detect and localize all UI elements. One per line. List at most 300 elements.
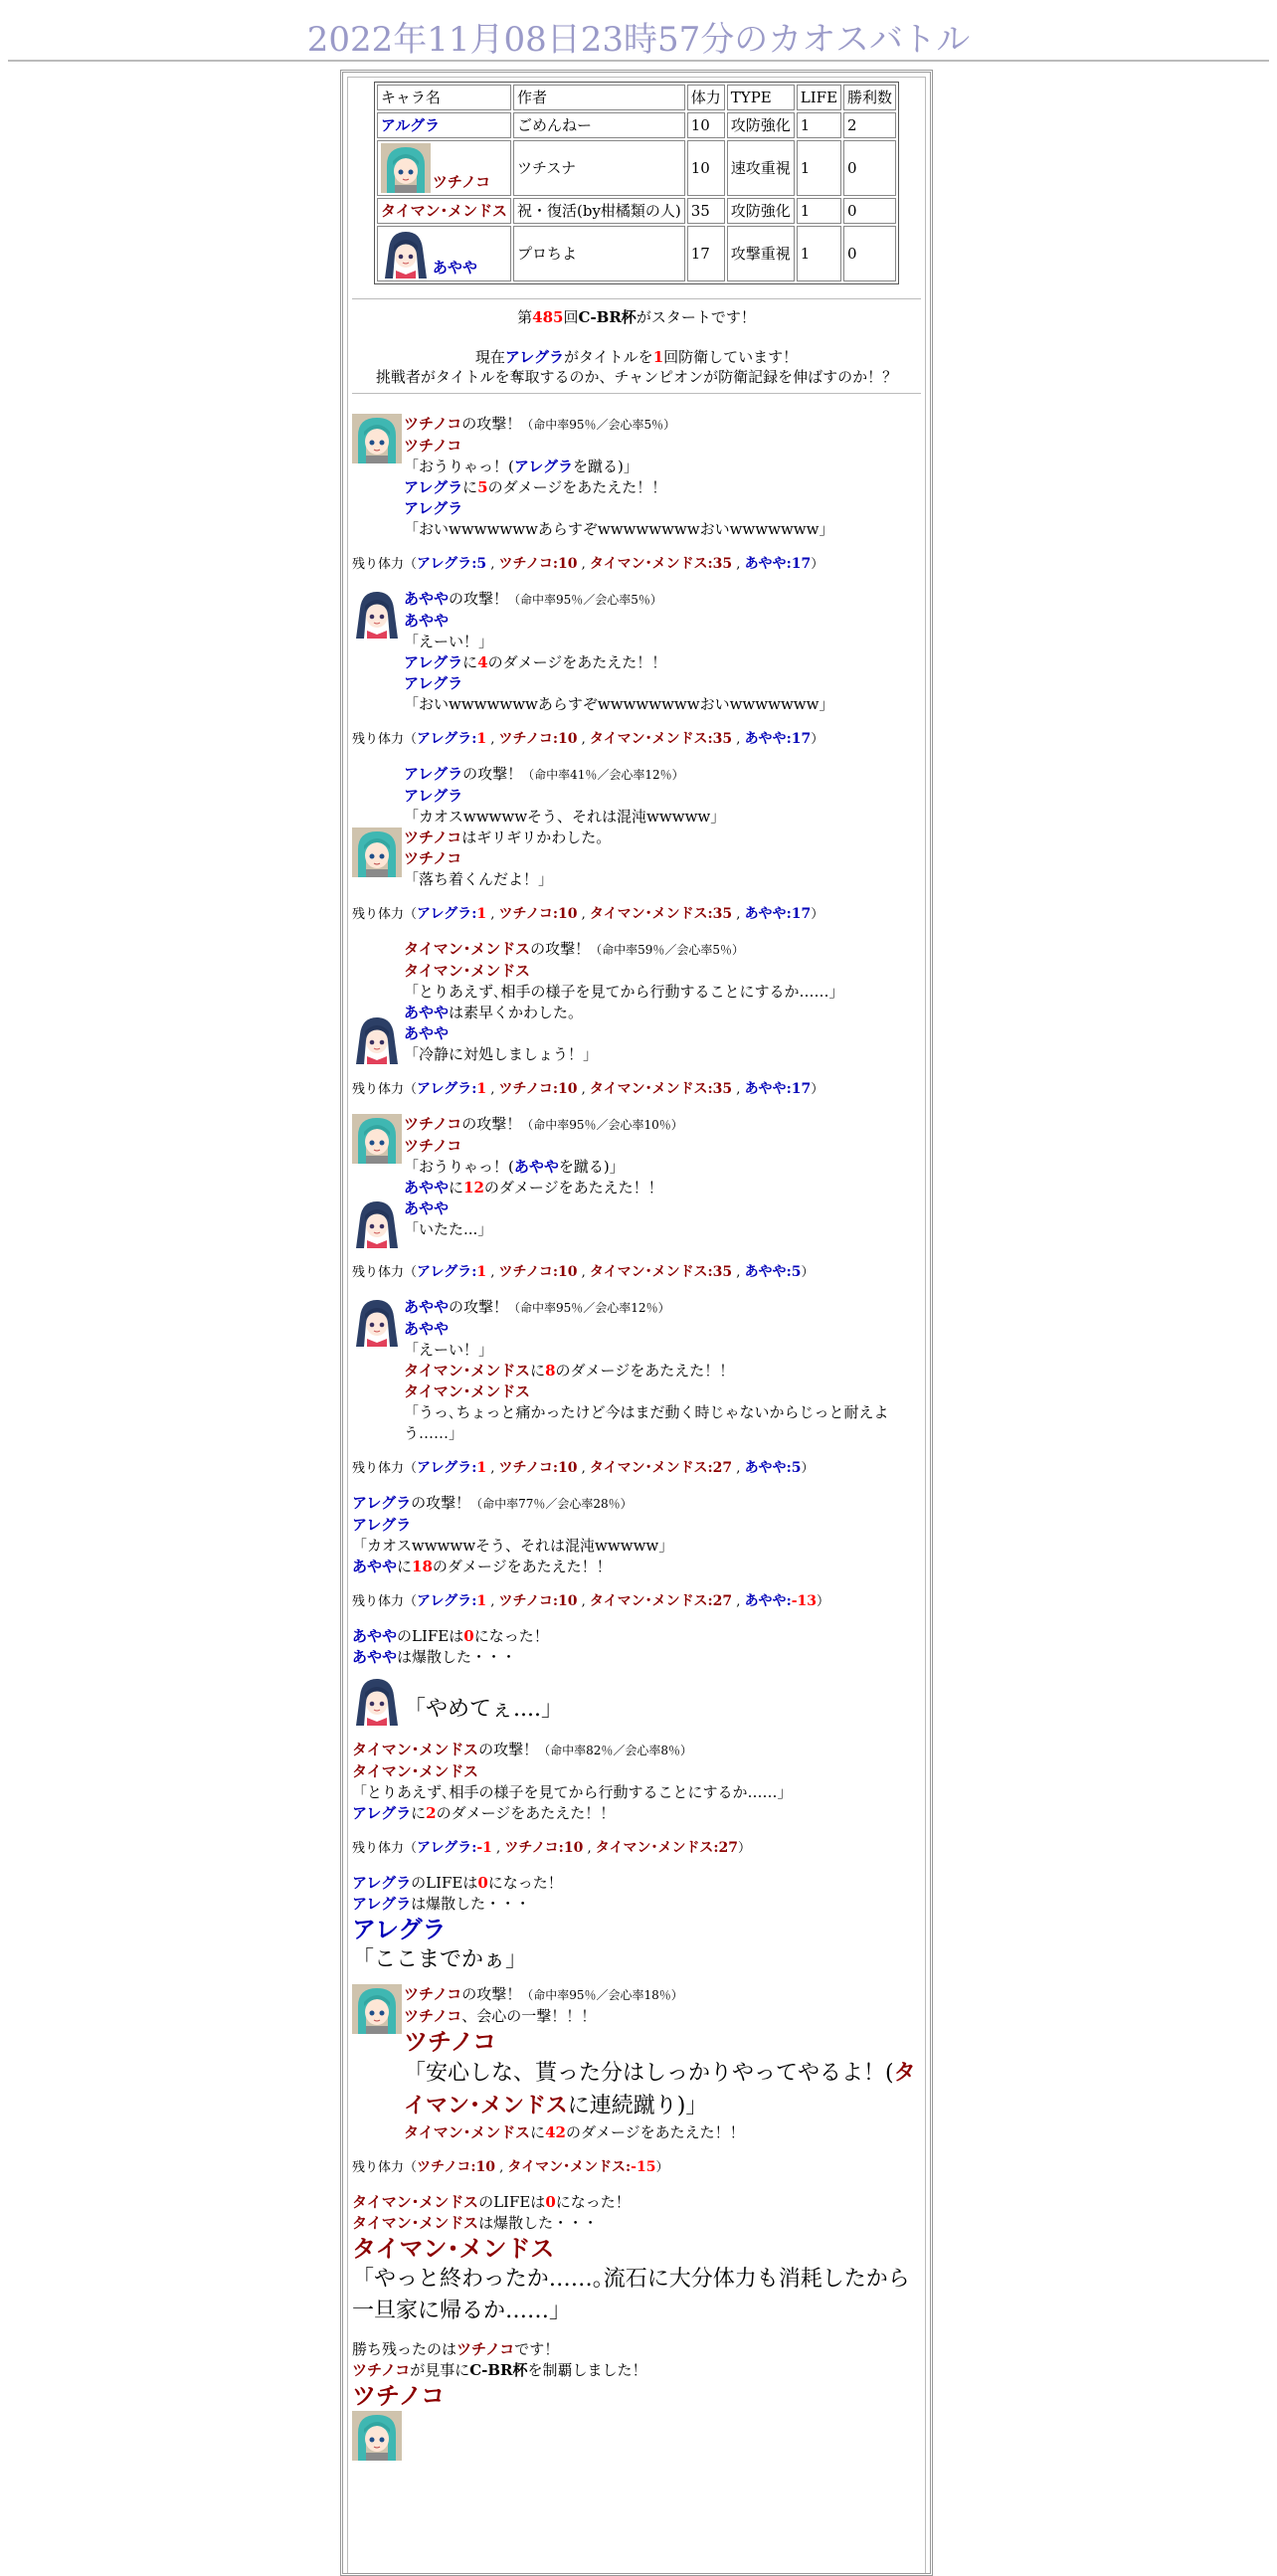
speaker-name: あやや: [404, 1199, 450, 1217]
hp-name: あやや: [744, 731, 787, 747]
roster-author: ツチスナ: [513, 140, 685, 196]
speaker-name: あやや: [404, 1320, 450, 1338]
hp-name: あやや: [744, 556, 787, 572]
final-quote: に連続蹴り)」: [567, 2094, 708, 2118]
divider: [352, 393, 921, 394]
hp-value: 10: [558, 1264, 578, 1280]
roster-wins: 0: [843, 198, 896, 224]
hp-prefix: 残り体力（: [352, 1461, 418, 1476]
remaining-hp: 残り体力（アレグラ:1 , ツチノコ:10 , タイマン･メンドス:35 , あやや:17）: [352, 906, 824, 922]
hp-value: 10: [558, 1081, 578, 1097]
log-entry: [352, 939, 921, 1003]
remaining-hp: 残り体力（アレグラ:1 , ツチノコ:10 , タイマン･メンドス:35 , あやや:17）: [352, 1081, 824, 1097]
divider: [352, 298, 921, 299]
quote: 「カオスwwwwwそう、それは混沌wwwww」: [404, 808, 726, 826]
ayaya-avatar-icon: [352, 1198, 402, 1248]
speaker-name: アレグラ: [404, 674, 463, 692]
attacker-name: アレグラ: [352, 1494, 412, 1512]
ko-text: になった！: [487, 1874, 563, 1892]
hp-suffix: ）: [801, 1265, 815, 1280]
hp-prefix: 残り体力（: [352, 1265, 418, 1280]
ayaya-avatar-icon: [352, 1676, 402, 1726]
ko-text: のLIFEは: [411, 1874, 478, 1892]
hp-name: アレグラ: [417, 1840, 472, 1856]
hp-value: 35: [712, 731, 733, 747]
quote: 「おいwwwwwwwあらすぞwwwwwwwwおいwwwwwww」: [404, 695, 834, 713]
intro-text: 回: [563, 308, 579, 326]
hp-sep: ,: [486, 1461, 499, 1476]
life-value: 0: [477, 1874, 488, 1892]
attack-label: の攻撃！: [411, 1494, 471, 1512]
quote: 「とりあえず､相手の様子を見てから行動することにするか……」: [352, 1783, 793, 1801]
damage-value: 8: [545, 1362, 556, 1380]
ko-text: のLIFEは: [397, 1627, 464, 1645]
hp-sep: ,: [577, 1265, 590, 1280]
hp-name: タイマン･メンドス: [589, 556, 708, 572]
roster-type: 攻防強化: [727, 112, 795, 138]
quote: 「えーい！」: [404, 633, 494, 650]
hp-name: アレグラ: [417, 1460, 472, 1476]
hp-value: 5: [791, 1264, 802, 1280]
hp-name: あやや: [744, 1081, 787, 1097]
speaker-name: タイマン･メンドス: [352, 2234, 555, 2263]
cup-name: C-BR杯: [578, 308, 637, 326]
hit-rate: （命中率95％／会心率10％）: [521, 1118, 683, 1132]
roster-type: 攻撃重視: [727, 226, 795, 281]
hp-value: 1: [476, 906, 487, 922]
hp-sep: ,: [495, 2160, 508, 2175]
hit-rate: （命中率95％／会心率18％）: [521, 1988, 683, 2002]
ko-name: あやや: [352, 1627, 398, 1645]
hp-sep: ,: [577, 1461, 590, 1476]
hp-value: 5: [791, 1460, 802, 1476]
hp-suffix: ）: [817, 1594, 830, 1609]
attack-label: の攻撃！: [449, 590, 509, 608]
log-entry: [352, 1003, 921, 1065]
ko-text: は爆散した・・・: [411, 1895, 531, 1913]
attacker-name: タイマン･メンドス: [404, 940, 531, 958]
hp-value: 27: [718, 1840, 738, 1856]
hp-name: ツチノコ: [498, 1460, 553, 1476]
hp-sep: ,: [732, 557, 745, 572]
hp-value: 10: [558, 906, 578, 922]
hp-sep: ,: [577, 557, 590, 572]
quote: 「とりあえず､相手の様子を見てから行動することにするか……」: [404, 983, 844, 1001]
damage-value: 5: [477, 478, 488, 496]
hp-sep: ,: [486, 732, 499, 747]
roster-life: 1: [797, 140, 841, 196]
roster-header-row: [377, 85, 896, 110]
hp-suffix: ）: [737, 1841, 751, 1856]
hp-name: タイマン･メンドス: [589, 1081, 708, 1097]
hp-sep: ,: [491, 1841, 505, 1856]
winner-text: 勝ち残ったのは: [352, 2340, 457, 2358]
hp-sep: ,: [577, 1082, 590, 1097]
ko-entry: [352, 1626, 921, 1726]
roster-name: あやや: [432, 259, 477, 276]
quote: 「カオスwwwwwそう、それは混沌wwwww」: [352, 1537, 674, 1555]
remaining-hp: 残り体力（アレグラ:5 , ツチノコ:10 , タイマン･メンドス:35 , あやや:17）: [352, 556, 824, 572]
damage-text: に: [397, 1558, 413, 1575]
table-row: [377, 198, 896, 224]
hp-name: タイマン･メンドス: [589, 906, 708, 922]
speaker-name: ツチノコ: [404, 849, 462, 867]
winner-text: を制覇しました！: [527, 2361, 647, 2379]
speaker-name: あやや: [404, 1024, 450, 1042]
target-name: ツチノコ: [404, 828, 462, 846]
hit-rate: （命中率41％／会心率12％）: [522, 768, 684, 782]
damage-value: 2: [426, 1804, 437, 1822]
roster-author: ごめんねー: [513, 112, 685, 138]
hp-value: 10: [558, 556, 578, 572]
attacker-name: タイマン･メンドス: [352, 1741, 479, 1758]
roster-author: プロちよ: [513, 226, 685, 281]
target-name: アレグラ: [352, 1804, 412, 1822]
damage-text: のダメージをあたえた！！: [487, 478, 667, 496]
life-value: 0: [545, 2193, 556, 2211]
hit-rate: （命中率95％／会心率5％）: [508, 593, 662, 607]
log-entry: [352, 1740, 921, 1824]
hp-sep: ,: [732, 1461, 745, 1476]
target-name: アレグラ: [513, 458, 573, 475]
hp-value: 17: [791, 556, 812, 572]
hp-sep: ,: [732, 1082, 745, 1097]
roster-wins: 0: [843, 226, 896, 281]
battle-intro: [352, 307, 921, 387]
hp-name: タイマン･メンドス: [507, 2159, 626, 2175]
crit-text: 、会心の一撃！！！: [461, 2007, 597, 2025]
header-author: 作者: [513, 85, 685, 110]
hp-prefix: 残り体力（: [352, 1841, 418, 1856]
header-life: LIFE: [797, 85, 841, 110]
hp-sep: ,: [486, 557, 499, 572]
hp-name: ツチノコ: [498, 556, 553, 572]
log-entry: [352, 1984, 921, 2143]
hp-value: 17: [791, 731, 812, 747]
speaker-name: タイマン･メンドス: [404, 1382, 531, 1400]
table-row: [377, 226, 896, 281]
roster-wins: 2: [843, 112, 896, 138]
damage-value: 4: [477, 653, 488, 671]
final-quote: 「安心しな、貰った分はしっかりやってやるよ！(: [404, 2061, 894, 2086]
hp-name: アレグラ: [417, 906, 472, 922]
hp-name: アレグラ: [417, 731, 472, 747]
hit-rate: （命中率82％／会心率8％）: [538, 1744, 692, 1757]
final-quote: 「やめてぇ....」: [404, 1697, 563, 1722]
hp-value: -13: [791, 1593, 818, 1609]
ko-entry: [352, 1873, 921, 1976]
roster-type: 速攻重視: [727, 140, 795, 196]
hp-sep: ,: [486, 1265, 499, 1280]
log-entry: [352, 764, 921, 828]
speaker-name: タイマン･メンドス: [404, 962, 531, 980]
hp-value: 10: [558, 731, 578, 747]
defense-count: 1: [652, 348, 664, 366]
battle-log: [352, 414, 921, 2461]
log-entry: [352, 1297, 921, 1444]
attacker-name: あやや: [404, 590, 450, 608]
champion-name: アレグラ: [504, 348, 564, 366]
attacker-name: あやや: [404, 1298, 450, 1316]
damage-text: のダメージをあたえた！！: [436, 1804, 616, 1822]
hp-suffix: ）: [801, 1461, 815, 1476]
hp-value: 17: [791, 1081, 812, 1097]
damage-text: に: [530, 2123, 546, 2141]
header-wins: 勝利数: [843, 85, 896, 110]
hp-value: 35: [712, 1081, 733, 1097]
hp-name: アレグラ: [417, 1081, 472, 1097]
ayaya-avatar-icon: [381, 229, 431, 278]
hp-name: アレグラ: [417, 1264, 472, 1280]
intro-text: 回防衛しています！: [663, 348, 799, 366]
damage-text: に: [411, 1804, 427, 1822]
hp-value: 10: [563, 1840, 584, 1856]
hp-name: ツチノコ: [498, 1593, 553, 1609]
hp-name: アレグラ: [417, 556, 472, 572]
header-name: キャラ名: [377, 85, 511, 110]
speaker-name: アレグラ: [404, 499, 463, 517]
hp-suffix: ）: [655, 2160, 669, 2175]
remaining-hp: 残り体力（アレグラ:1 , ツチノコ:10 , タイマン･メンドス:27 , あやや:-13）: [352, 1593, 830, 1609]
roster-life: 1: [797, 112, 841, 138]
roster-author: 祝・復活(by柑橘類の人): [513, 198, 685, 224]
hp-suffix: ）: [811, 557, 824, 572]
hp-name: アレグラ: [417, 1593, 472, 1609]
hp-suffix: ）: [811, 732, 824, 747]
hp-suffix: ）: [811, 1082, 824, 1097]
winner-entry: [352, 2339, 921, 2461]
roster-table: [374, 82, 899, 284]
ko-text: になった！: [473, 1627, 549, 1645]
table-row: [377, 112, 896, 138]
hp-name: ツチノコ: [498, 731, 553, 747]
attack-label: の攻撃！: [530, 940, 591, 958]
quote: を蹴る)」: [558, 1158, 625, 1176]
hp-suffix: ）: [811, 907, 824, 922]
speaker-name: ツチノコ: [404, 2027, 497, 2056]
roster-name: タイマン･メンドス: [380, 202, 507, 220]
remaining-hp: 残り体力（ツチノコ:10 , タイマン･メンドス:-15）: [352, 2159, 669, 2175]
hp-value: 10: [475, 2159, 495, 2175]
hp-value: 10: [558, 1593, 578, 1609]
hp-name: タイマン･メンドス: [595, 1840, 714, 1856]
quote: 「落ち着くんだよ！」: [404, 870, 554, 888]
roster-life: 1: [797, 198, 841, 224]
tsuchinoko-avatar-icon: [352, 1114, 402, 1164]
attacker-name: ツチノコ: [404, 1985, 462, 2003]
hp-name: あやや: [744, 906, 787, 922]
attacker-name: ツチノコ: [404, 2007, 462, 2025]
tsuchinoko-avatar-icon: [352, 2411, 402, 2461]
log-entry: [352, 1493, 921, 1577]
remaining-hp: 残り体力（アレグラ:1 , ツチノコ:10 , タイマン･メンドス:27 , あやや:5）: [352, 1460, 815, 1476]
hp-sep: ,: [732, 732, 745, 747]
quote: 「おうりゃっ！(: [404, 458, 514, 475]
roster-hp: 17: [687, 226, 725, 281]
hp-sep: ,: [486, 907, 499, 922]
damage-text: のダメージをあたえた！！: [432, 1558, 612, 1575]
round-number: 485: [532, 308, 564, 326]
winner-big-name: ツチノコ: [352, 2381, 446, 2410]
final-quote: 「ここまでかぁ」: [352, 1947, 528, 1972]
intro-text: がタイトルを: [563, 348, 653, 366]
attacker-name: ツチノコ: [404, 415, 462, 433]
hp-sep: ,: [583, 1841, 596, 1856]
hp-name: タイマン･メンドス: [589, 1264, 708, 1280]
ko-text: になった！: [555, 2193, 631, 2211]
header-type: TYPE: [727, 85, 795, 110]
damage-text: に: [462, 478, 478, 496]
hp-name: ツチノコ: [504, 1840, 559, 1856]
hp-value: 1: [476, 731, 487, 747]
tsuchinoko-avatar-icon: [352, 828, 402, 877]
target-name: アレグラ: [404, 478, 463, 496]
ko-name: タイマン･メンドス: [352, 2214, 479, 2232]
tsuchinoko-avatar-icon: [352, 1984, 402, 2034]
ayaya-avatar-icon: [352, 1014, 402, 1064]
hp-sep: ,: [577, 732, 590, 747]
title-divider: [8, 60, 1269, 62]
hp-sep: ,: [732, 907, 745, 922]
hp-sep: ,: [577, 1594, 590, 1609]
speaker-name: ツチノコ: [404, 1137, 462, 1155]
hp-name: タイマン･メンドス: [589, 1593, 708, 1609]
battle-container: [340, 70, 933, 2576]
speaker-name: タイマン･メンドス: [352, 1762, 479, 1780]
log-entry: [352, 1198, 921, 1248]
hp-prefix: 残り体力（: [352, 557, 418, 572]
roster-type: 攻防強化: [727, 198, 795, 224]
ayaya-avatar-icon: [352, 1297, 402, 1347]
cup-name: C-BR杯: [469, 2361, 528, 2379]
roster-wins: 0: [843, 140, 896, 196]
ayaya-avatar-icon: [352, 589, 402, 639]
target-name: アレグラ: [404, 653, 463, 671]
hp-value: 35: [712, 1264, 733, 1280]
ko-text: のLIFEは: [478, 2193, 546, 2211]
target-name: あやや: [513, 1158, 559, 1176]
damage-text: に: [462, 653, 478, 671]
hp-value: 10: [558, 1460, 578, 1476]
intro-text: 現在: [474, 348, 505, 366]
attacker-name: アレグラ: [404, 765, 463, 783]
hp-value: 1: [476, 1264, 487, 1280]
remaining-hp: 残り体力（アレグラ:-1 , ツチノコ:10 , タイマン･メンドス:27）: [352, 1840, 751, 1856]
ko-name: あやや: [352, 1648, 398, 1666]
speaker-name: ツチノコ: [404, 437, 462, 455]
hp-sep: ,: [732, 1265, 745, 1280]
speaker-name: アレグラ: [352, 1516, 412, 1534]
remaining-hp: 残り体力（アレグラ:1 , ツチノコ:10 , タイマン･メンドス:35 , あやや:5）: [352, 1264, 815, 1280]
final-quote: 「やっと終わったか……｡流石に大分体力も消耗したから一旦家に帰るか……」: [352, 2267, 910, 2323]
hit-rate: （命中率77％／会心率28％）: [470, 1497, 633, 1511]
table-row: [377, 140, 896, 196]
hp-prefix: 残り体力（: [352, 1594, 418, 1609]
winner-name: ツチノコ: [352, 2361, 411, 2379]
tsuchinoko-avatar-icon: [381, 143, 431, 193]
hit-rate: （命中率59％／会心率5％）: [590, 943, 744, 957]
quote: 「うっ､ちょっと痛かったけど今はまだ動く時じゃないからじっと耐えよう……」: [404, 1403, 889, 1442]
target-name: タイマン･メンドス: [404, 2123, 531, 2141]
hp-name: ツチノコ: [498, 1264, 553, 1280]
quote: 「おいwwwwwwwあらすぞwwwwwwwwおいwwwwwww」: [404, 520, 834, 538]
hp-name: ツチノコ: [498, 906, 553, 922]
quote: 「おうりゃっ！(: [404, 1158, 514, 1176]
hp-value: 1: [476, 1081, 487, 1097]
speaker-name: アレグラ: [352, 1915, 447, 1943]
intro-text: がスタートです！: [636, 308, 756, 326]
quote: 「えーい！」: [404, 1341, 494, 1359]
hp-value: 5: [476, 556, 487, 572]
ko-name: タイマン･メンドス: [352, 2193, 479, 2211]
attacker-name: ツチノコ: [404, 1115, 462, 1133]
roster-hp: 10: [687, 140, 725, 196]
damage-value: 12: [463, 1179, 484, 1196]
hp-sep: ,: [486, 1082, 499, 1097]
log-entry: [352, 828, 921, 890]
hit-rate: （命中率95％／会心率12％）: [508, 1301, 670, 1315]
attack-label: の攻撃！: [478, 1741, 539, 1758]
damage-text: のダメージをあたえた！！: [555, 1362, 735, 1380]
roster-life: 1: [797, 226, 841, 281]
damage-value: 18: [412, 1558, 433, 1575]
ko-name: アレグラ: [352, 1895, 412, 1913]
target-name: あやや: [352, 1558, 398, 1575]
hp-name: タイマン･メンドス: [589, 731, 708, 747]
roster-name: ツチノコ: [432, 173, 491, 191]
hp-sep: ,: [486, 1594, 499, 1609]
log-entry: [352, 589, 921, 715]
hp-value: 35: [712, 556, 733, 572]
damage-text: のダメージをあたえた！！: [565, 2123, 745, 2141]
hp-name: ツチノコ: [498, 1081, 553, 1097]
hp-name: タイマン･メンドス: [589, 1460, 708, 1476]
log-entry: [352, 414, 921, 540]
speaker-name: あやや: [404, 612, 450, 630]
damage-text: のダメージをあたえた！！: [483, 1179, 663, 1196]
intro-text: 挑戦者がタイトルを奪取するのか、チャンピオンが防衛記録を伸ばすのか！？: [375, 368, 898, 386]
intro-text: 第: [517, 308, 533, 326]
attack-label: の攻撃！: [461, 415, 522, 433]
hp-name: ツチノコ: [417, 2159, 471, 2175]
damage-text: に: [449, 1179, 464, 1196]
log-entry: [352, 1114, 921, 1198]
ko-name: アレグラ: [352, 1874, 412, 1892]
hp-value: -15: [631, 2159, 656, 2175]
tsuchinoko-avatar-icon: [352, 414, 402, 463]
hp-prefix: 残り体力（: [352, 907, 418, 922]
damage-value: 42: [545, 2123, 566, 2141]
attack-label: の攻撃！: [461, 1985, 522, 2003]
hit-rate: （命中率95％／会心率5％）: [521, 418, 676, 432]
speaker-name: アレグラ: [404, 787, 463, 805]
ko-text: は爆散した・・・: [397, 1648, 517, 1666]
hp-value: 27: [712, 1460, 733, 1476]
hp-prefix: 残り体力（: [352, 1082, 418, 1097]
hp-sep: ,: [577, 907, 590, 922]
ko-text: は爆散した・・・: [478, 2214, 599, 2232]
battle-inner: [347, 77, 926, 2576]
quote: を蹴る)」: [572, 458, 638, 475]
quote: 「冷静に対処しましょう！」: [404, 1045, 599, 1063]
roster-name: アルグラ: [380, 116, 441, 134]
hp-name: あやや: [744, 1460, 787, 1476]
roster-hp: 35: [687, 198, 725, 224]
hp-value: -1: [476, 1840, 492, 1856]
dodge-text: はギリギリかわした。: [461, 828, 612, 846]
roster-hp: 10: [687, 112, 725, 138]
hp-value: 27: [712, 1593, 733, 1609]
